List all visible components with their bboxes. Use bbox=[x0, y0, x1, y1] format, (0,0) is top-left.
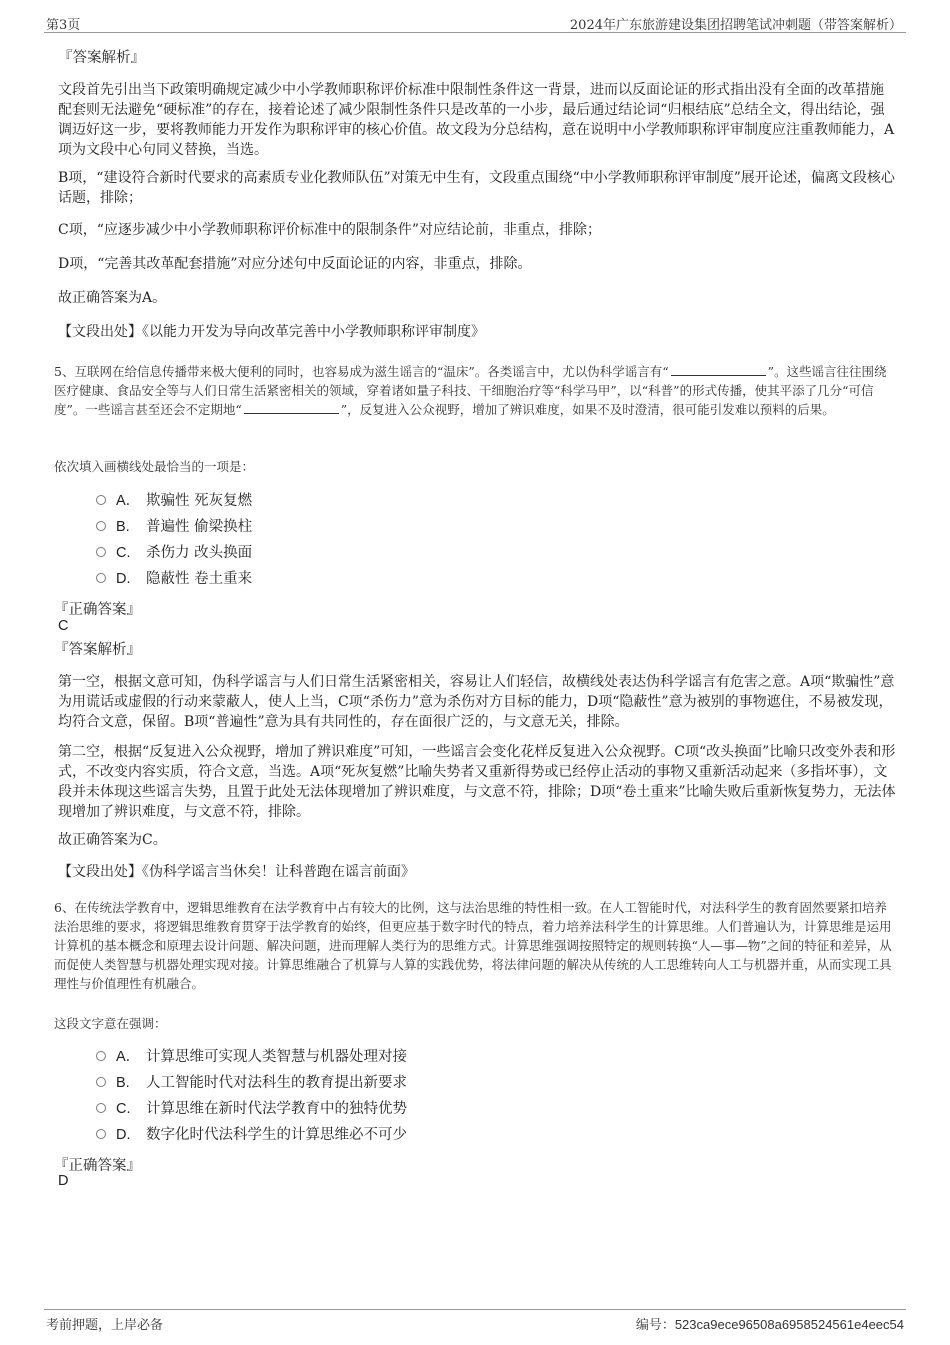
document-code: 编号：523ca9ece96508a6958524561e4eec54 bbox=[635, 1317, 904, 1333]
q5-analysis-para-1: 第一空，根据文意可知，伪科学谣言与人们日常生活紧密相关，容易让人们轻信，故横线处表达伪科学谣言有危害之意。A项“欺骗性”意为用谎话或虚假的行动来蒙蔽人，使人上当，C项“杀伤力”意为杀伤对方目标的能力，D项“隐蔽性”意为被别的事物遮住，不易被发现，均符合文意，保留。B项“普遍性”意为具有共同性的，存在面很广泛的，与文意无关，排除。 bbox=[58, 674, 895, 730]
analysis-label-q4: 『答案解析』 bbox=[58, 50, 145, 66]
q5-analysis-para-2: 第二空，根据“反复进入公众视野，增加了辨识难度”可知，一些谣言会变化花样反复进入公众视野。C项“改头换面”比喻只改变外表和形式，不改变内容实质，符合文意，当选。A项“死灰复燃”比喻失势者又重新得势或已经停止活动的事物又重新活动起来（多指坏事），文段并未体现这些谣言失势，且置于此处无法体现增加了辨识难度，与文意不符，排除；D项“卷土重来”比喻失败后重新恢复势力，无法体现增加了辨识难度，与文意不符，排除。 bbox=[58, 744, 896, 820]
radio-icon[interactable] bbox=[96, 1103, 106, 1113]
document-title: 2024年广东旅游建设集团招聘笔试冲刺题（带答案解析） bbox=[569, 18, 902, 33]
q5-correct-label: 『正确答案』 bbox=[54, 602, 141, 618]
q6-option-a[interactable]: A． 计算思维可实现人类智慧与机器处理对接 bbox=[96, 1046, 407, 1068]
q5-analysis-label: 『答案解析』 bbox=[54, 642, 141, 658]
source-q4: 【文段出处】《以能力开发为导向改革完善中小学教师职称评审制度》 bbox=[58, 324, 485, 340]
q5-option-b[interactable]: B. 普遍性 偷梁换柱 bbox=[96, 516, 252, 538]
q6-option-d[interactable]: D. 数字化时代法科学生的计算思维必不可少 bbox=[96, 1124, 407, 1146]
fill-blank-2 bbox=[244, 401, 339, 414]
page-number: 第3页 bbox=[46, 18, 81, 33]
q6-option-c[interactable]: C. 计算思维在新时代法学教育中的独特优势 bbox=[96, 1098, 407, 1120]
question-5-prompt: 依次填入画横线处最恰当的一项是： bbox=[54, 459, 255, 474]
q5-option-a[interactable]: A． 欺骗性 死灰复燃 bbox=[96, 490, 252, 512]
q6-correct-label: 『正确答案』 bbox=[54, 1158, 141, 1174]
q6-correct-answer: D bbox=[58, 1173, 69, 1189]
radio-icon[interactable] bbox=[96, 573, 106, 583]
question-6-prompt: 这段文字意在强调： bbox=[54, 1016, 167, 1031]
question-6-stem: 6、在传统法学教育中，逻辑思维教育在法学教育中占有较大的比例，这与法治思维的特性相一致。在人工智能时代，对法科学生的教育固然要紧扣培养法治思维的要求，将逻辑思维教育贯穿于法学教育的始终，但更应基于数字时代的特点，着力培养法科学生的计算思维。人们普遍认为，计算思维是运用计算机的基本概念和原理去设计问题、解决问题，进而理解人类行为的思维方式。计算思维强调按照特定的规则转换“人—事—物”之间的特征和差异，从而促使人类智慧与机器处理实现对接。计算思维融合了机算与人算的实践优势，将法律问题的解决从传统的人工思维转向人工与机器并重，从而实现工具理性与价值理性有机融合。 bbox=[54, 900, 892, 991]
q5-correct-answer: C bbox=[58, 618, 69, 634]
analysis-para-1: 文段首先引出当下政策明确规定减少中小学教师职称评价标准中限制性条件这一背景，进而以反面论证的形式指出没有全面的改革措施配套则无法避免“硬标准”的存在，接着论述了减少限制性条件只是改革的一小步，最后通过结论词“归根结底”总结全文，得出结论，强调迈好这一步，要将教师能力开发作为职称评审的核心价值。故文段为分总结构，意在说明中小学教师职称评审制度应注重教师能力，A项为文段中心句同义替换，当选。 bbox=[58, 82, 895, 158]
q5-option-c[interactable]: C. 杀伤力 改头换面 bbox=[96, 542, 252, 564]
q5-source: 【文段出处】《伪科学谣言当休矣！让科普跑在谣言前面》 bbox=[58, 864, 415, 880]
question-5-stem: 5、互联网在给信息传播带来极大便利的同时，也容易成为滋生谣言的“温床”。各类谣言中，尤以伪科学谣言有“ ”。这些谣言往往围绕医疗健康、食品安全等与人们日常生活紧密相关的领域，穿着诸如量子科技、干细胞治疗等“科学马甲”，以“科普”的形式传播，使其平添了几分“可信度”。一些谣言甚至还会不定期地“ ”，反复进入公众视野，增加了辨识难度，如果不及时澄清，很可能引发难以预料的后果。 bbox=[54, 364, 887, 417]
radio-icon[interactable] bbox=[96, 1051, 106, 1061]
fill-blank-1 bbox=[671, 363, 766, 376]
radio-icon[interactable] bbox=[96, 547, 106, 557]
analysis-para-3: C项，“应逐步减少中小学教师职称评价标准中的限制条件”对应结论前，非重点，排除； bbox=[58, 222, 602, 238]
radio-icon[interactable] bbox=[96, 1077, 106, 1087]
radio-icon[interactable] bbox=[96, 495, 106, 505]
radio-icon[interactable] bbox=[96, 1129, 106, 1139]
radio-icon[interactable] bbox=[96, 521, 106, 531]
q5-final-answer: 故正确答案为C。 bbox=[58, 832, 167, 848]
q6-option-b[interactable]: B. 人工智能时代对法科生的教育提出新要求 bbox=[96, 1072, 407, 1094]
final-answer-q4: 故正确答案为A。 bbox=[58, 290, 167, 306]
page-footer bbox=[44, 1309, 906, 1332]
analysis-para-2: B项，“建设符合新时代要求的高素质专业化教师队伍”对策无中生有，文段重点围绕“中小学教师职称评审制度”展开论述，偏离文段核心话题，排除； bbox=[58, 170, 895, 206]
footer-slogan: 考前押题，上岸必备 bbox=[46, 1318, 164, 1333]
analysis-para-4: D项，“完善其改革配套措施”对应分述句中反面论证的内容，非重点，排除。 bbox=[58, 256, 532, 272]
page-header bbox=[44, 14, 906, 33]
q5-option-d[interactable]: D. 隐蔽性 卷土重来 bbox=[96, 568, 252, 590]
